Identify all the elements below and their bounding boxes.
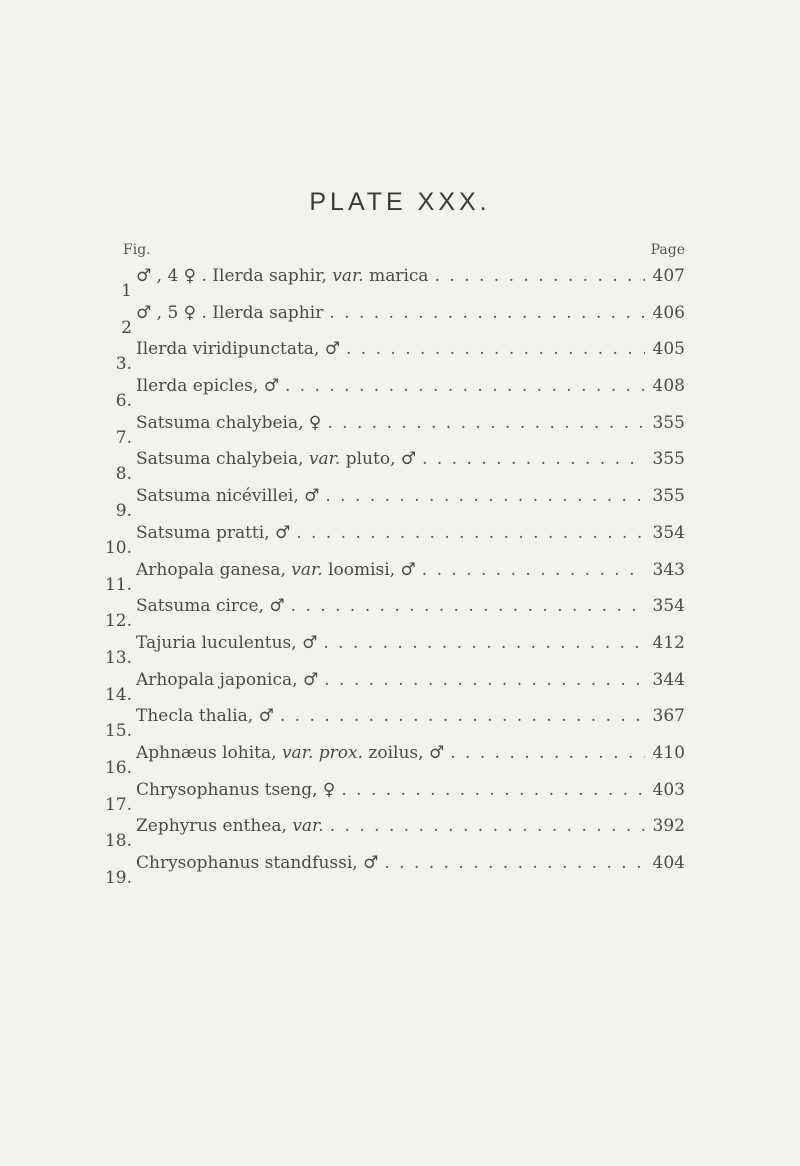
page-number: 354	[652, 522, 685, 543]
figure-description: Chrysophanus standfussi, ♂	[136, 853, 379, 873]
page-number: 367	[652, 706, 685, 727]
figure-description: Satsuma chalybeia, var. pluto, ♂	[136, 449, 417, 470]
page-number: 403	[652, 779, 685, 800]
leader-dots	[325, 486, 645, 506]
figure-number: 14.	[104, 684, 132, 705]
plate-title: PLATE XXX.	[309, 188, 491, 216]
page-number: 408	[652, 376, 685, 397]
page-number: 355	[652, 486, 685, 507]
figure-description: Satsuma pratti, ♂	[136, 522, 291, 543]
page-number: 355	[652, 412, 685, 433]
page-number: 412	[652, 632, 685, 653]
leader-dots	[422, 449, 645, 469]
figure-number: 7.	[115, 427, 132, 448]
figure-number: 8.	[115, 464, 132, 485]
figure-number: 16.	[104, 757, 132, 778]
figure-description: ♂ , 5 ♀ . Ilerda saphir	[136, 302, 324, 323]
figure-number: 13.	[104, 647, 132, 668]
page-number: 354	[652, 596, 685, 617]
list-item	[121, 302, 685, 340]
figure-description: Thecla thalia, ♂	[136, 706, 274, 727]
figure-description: Satsuma circe, ♂	[136, 596, 285, 617]
list-item	[104, 522, 685, 560]
leader-dots	[323, 633, 645, 653]
figure-number: 3.	[115, 354, 132, 375]
leader-dots	[324, 670, 645, 690]
list-item	[104, 779, 685, 817]
leader-dots	[330, 816, 645, 836]
figure-number: 2	[121, 317, 132, 338]
leader-dots	[450, 743, 645, 763]
list-item	[115, 449, 685, 486]
list-item	[104, 559, 685, 597]
list-item	[115, 486, 685, 523]
page-number: 355	[652, 449, 685, 470]
leader-dots	[341, 780, 645, 800]
list-item	[104, 742, 685, 780]
figure-number: 11.	[104, 574, 132, 595]
list-item	[104, 853, 685, 890]
list-item	[104, 816, 685, 853]
page-number: 410	[652, 742, 685, 763]
leader-dots	[346, 339, 645, 359]
leader-dots	[384, 853, 645, 873]
figure-number: 9.	[115, 501, 132, 522]
page-number: 392	[652, 816, 685, 837]
figure-number: 12.	[104, 611, 132, 632]
page-number: 343	[652, 559, 685, 580]
list-item	[104, 706, 685, 743]
list-item	[104, 669, 685, 707]
figure-description: Arhopala ganesa, var. loomisi, ♂	[136, 559, 416, 580]
figure-number: 18.	[104, 831, 132, 852]
figure-description: Zephyrus enthea, var.	[136, 816, 324, 837]
leader-dots	[329, 303, 645, 323]
figure-description: Satsuma nicévillei, ♂	[136, 486, 320, 507]
figure-number: 15.	[104, 721, 132, 742]
list-item	[115, 376, 685, 413]
page-column-header: Page	[650, 242, 685, 258]
figure-number: 1	[121, 281, 132, 301]
leader-dots	[285, 376, 645, 396]
leader-dots	[291, 596, 645, 616]
list-item	[121, 266, 685, 303]
figure-description: ♂ , 4 ♀ . Ilerda saphir, var. marica	[136, 266, 429, 286]
page-number: 405	[652, 339, 685, 360]
list-item	[104, 632, 685, 670]
list-item	[115, 412, 685, 450]
list-item	[115, 339, 685, 376]
figure-list	[104, 266, 685, 890]
fig-column-header: Fig.	[123, 242, 151, 258]
page-number: 344	[652, 669, 685, 690]
leader-dots	[327, 413, 645, 433]
figure-number: 17.	[104, 794, 132, 815]
figure-description: Tajuria luculentus, ♂	[136, 632, 318, 653]
figure-number: 6.	[115, 391, 132, 412]
list-item	[104, 596, 685, 633]
leader-dots	[435, 266, 645, 286]
page-number: 407	[652, 266, 685, 286]
figure-description: Ilerda viridipunctata, ♂	[136, 339, 340, 360]
page-number: 404	[652, 853, 685, 873]
figure-description: Chrysophanus tseng, ♀	[136, 779, 336, 800]
figure-description: Satsuma chalybeia, ♀	[136, 412, 322, 433]
leader-dots	[280, 706, 645, 726]
figure-description: Ilerda epicles, ♂	[136, 376, 279, 397]
figure-number: 19.	[104, 868, 132, 888]
page-number: 406	[652, 302, 685, 323]
leader-dots	[296, 523, 645, 543]
leader-dots	[422, 560, 645, 580]
figure-number: 10.	[104, 537, 132, 558]
figure-description: Arhopala japonica, ♂	[136, 669, 319, 690]
figure-description: Aphnæus lohita, var. prox. zoilus, ♂	[136, 742, 445, 763]
